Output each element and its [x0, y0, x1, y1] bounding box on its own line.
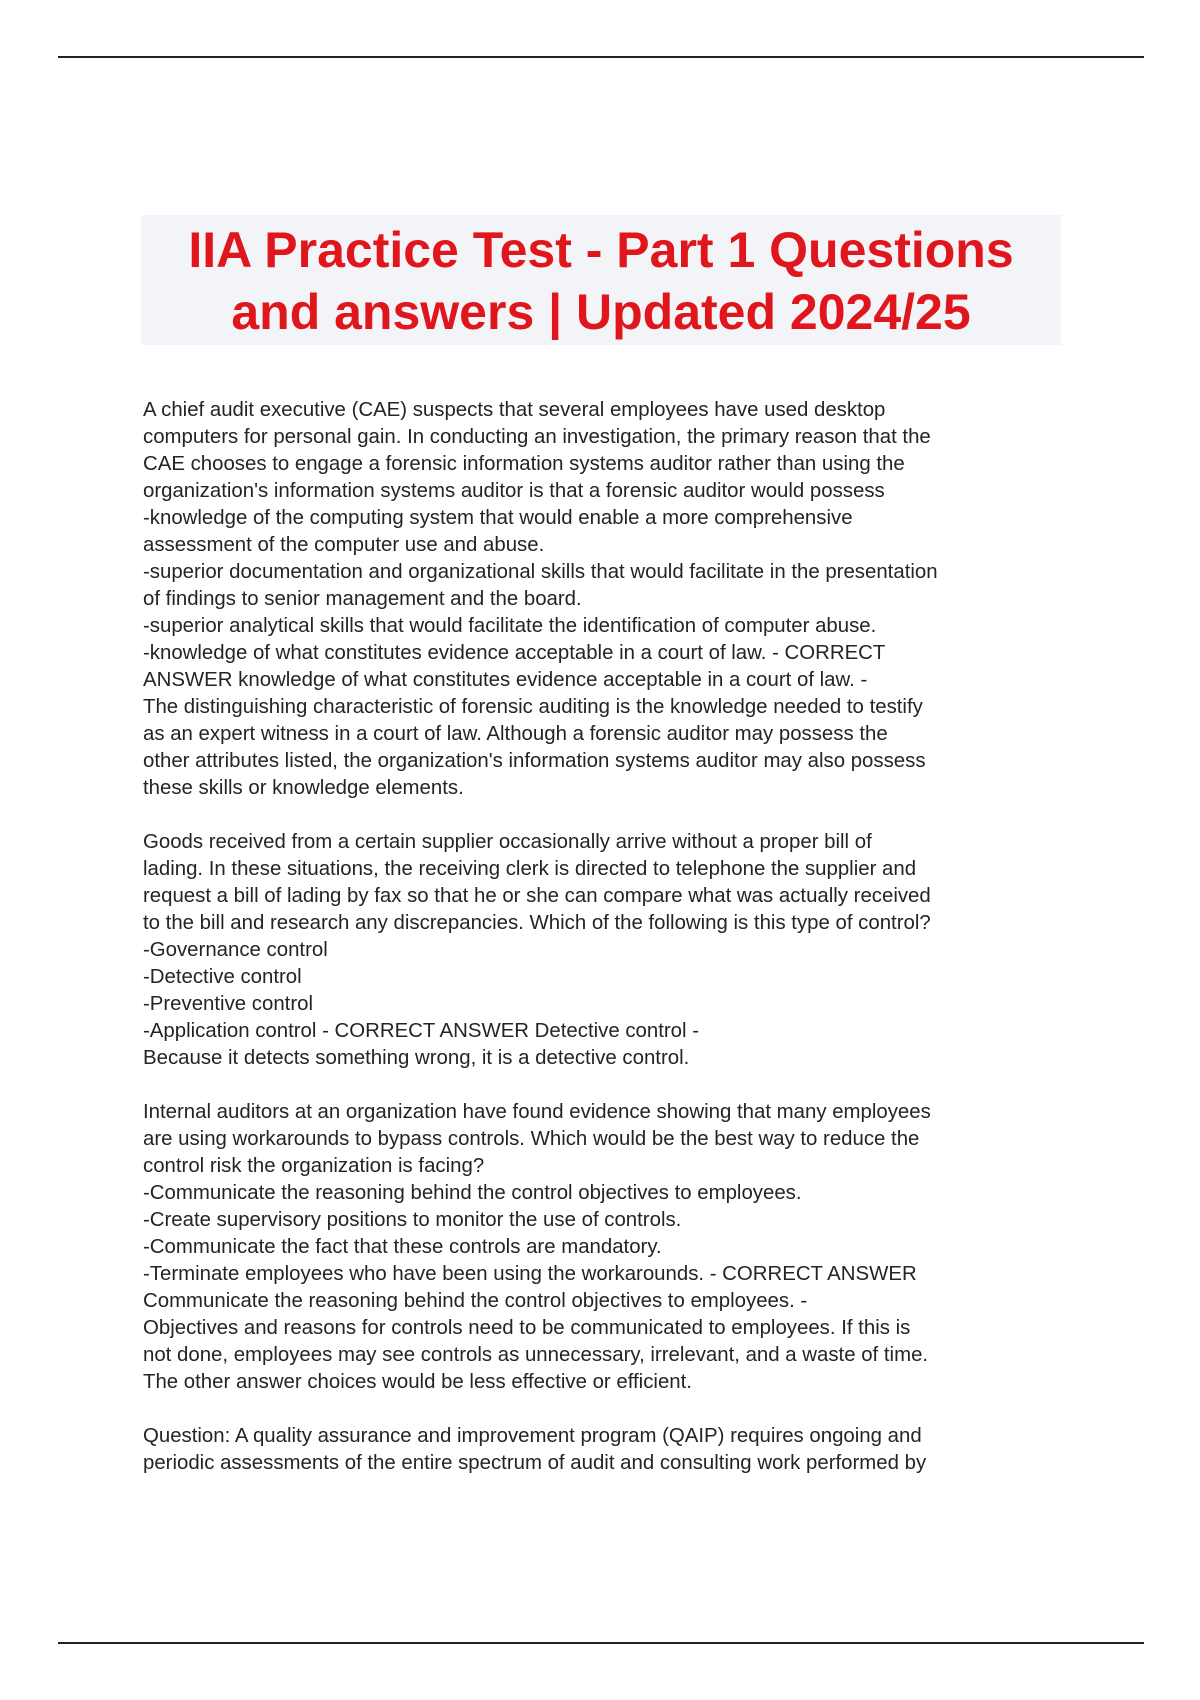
- text-line: -superior analytical skills that would facilitate the identification of computer abuse.: [143, 615, 877, 637]
- text-line: periodic assessments of the entire spectrum of audit and consulting work performed by: [143, 1452, 927, 1474]
- text-line: Because it detects something wrong, it is a detective control.: [143, 1047, 690, 1069]
- document-body: [143, 397, 1063, 1504]
- text-line: CAE chooses to engage a forensic information systems auditor rather than using the: [143, 453, 905, 475]
- text-line: -Detective control: [143, 966, 302, 988]
- text-line: -Terminate employees who have been using the workarounds. - CORRECT ANSWER: [143, 1263, 917, 1285]
- text-line: Communicate the reasoning behind the control objectives to employees. -: [143, 1290, 808, 1312]
- text-line: -Application control - CORRECT ANSWER Detective control -: [143, 1020, 700, 1042]
- text-line: -knowledge of what constitutes evidence acceptable in a court of law. - CORRECT: [143, 642, 886, 664]
- text-line: these skills or knowledge elements.: [143, 777, 464, 799]
- question-block: [143, 397, 1063, 802]
- text-line: Internal auditors at an organization have found evidence showing that many employees: [143, 1101, 931, 1123]
- text-line: -superior documentation and organizational skills that would facilitate in the presentation: [143, 561, 938, 583]
- text-line: to the bill and research any discrepancies. Which of the following is this type of control?: [143, 912, 931, 934]
- footer-rule: [58, 1642, 1144, 1644]
- text-line: Goods received from a certain supplier occasionally arrive without a proper bill of: [143, 831, 872, 853]
- header-rule: [58, 56, 1144, 58]
- text-line: organization's information systems auditor is that a forensic auditor would possess: [143, 480, 885, 502]
- text-line: as an expert witness in a court of law. Although a forensic auditor may possess the: [143, 723, 888, 745]
- text-line: -Create supervisory positions to monitor the use of controls.: [143, 1209, 682, 1231]
- text-line: are using workarounds to bypass controls. Which would be the best way to reduce the: [143, 1128, 920, 1150]
- text-line: control risk the organization is facing?: [143, 1155, 485, 1177]
- text-line: assessment of the computer use and abuse.: [143, 534, 545, 556]
- text-line: lading. In these situations, the receiving clerk is directed to telephone the supplier and: [143, 858, 917, 880]
- text-line: A chief audit executive (CAE) suspects that several employees have used desktop: [143, 399, 886, 421]
- text-line: ANSWER knowledge of what constitutes evidence acceptable in a court of law. -: [143, 669, 868, 691]
- text-line: not done, employees may see controls as unnecessary, irrelevant, and a waste of time.: [143, 1344, 929, 1366]
- text-line: of findings to senior management and the board.: [143, 588, 582, 610]
- question-block: [143, 1423, 1063, 1477]
- text-line: -Preventive control: [143, 993, 313, 1015]
- text-line: -knowledge of the computing system that would enable a more comprehensive: [143, 507, 853, 529]
- text-line: -Communicate the reasoning behind the control objectives to employees.: [143, 1182, 802, 1204]
- text-line: -Governance control: [143, 939, 328, 961]
- document-title: [141, 215, 1061, 345]
- question-block: [143, 829, 1063, 1072]
- question-block: [143, 1099, 1063, 1396]
- title-line-1: IIA Practice Test - Part 1 Questions: [188, 222, 1014, 278]
- text-line: The distinguishing characteristic of forensic auditing is the knowledge needed to testify: [143, 696, 923, 718]
- text-line: The other answer choices would be less effective or efficient.: [143, 1371, 692, 1393]
- text-line: Objectives and reasons for controls need to be communicated to employees. If this is: [143, 1317, 911, 1339]
- title-line-2: and answers | Updated 2024/25: [231, 284, 971, 340]
- text-line: other attributes listed, the organization's information systems auditor may also possess: [143, 750, 926, 772]
- text-line: Question: A quality assurance and improvement program (QAIP) requires ongoing and: [143, 1425, 922, 1447]
- text-line: request a bill of lading by fax so that he or she can compare what was actually received: [143, 885, 931, 907]
- text-line: computers for personal gain. In conducting an investigation, the primary reason that the: [143, 426, 931, 448]
- text-line: -Communicate the fact that these controls are mandatory.: [143, 1236, 662, 1258]
